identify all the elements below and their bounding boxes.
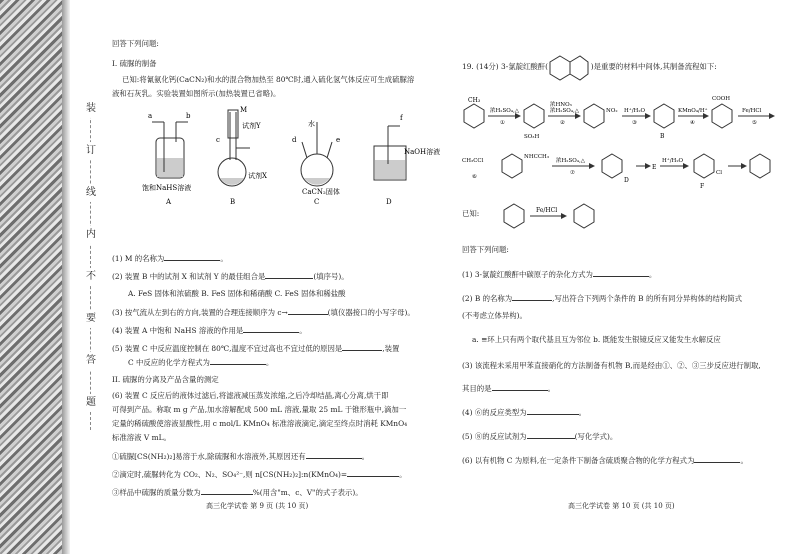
- label-nahs: 饱和NaHS溶液: [142, 184, 192, 192]
- known-label: 已知:: [462, 209, 480, 218]
- answer-prompt: 回答下列问题:: [462, 245, 509, 254]
- reagent-1: 浓H₂SO₄,△: [490, 108, 519, 114]
- question-6: 定量的稀硫酸使溶液显酸性,用 c mol/L KMnO₄ 标准溶液滴定,滴定至终点时消耗 KMnO₄: [112, 419, 408, 428]
- question-19: 19. (14分) 3-氯靛红酸酐( )是重要的材料中间体,其制备流程如下:: [462, 52, 717, 82]
- apparatus-b: [216, 106, 267, 186]
- question-19-5: (5) ⑧的反应试剂为 (写化学式)。: [462, 432, 618, 441]
- answer-blank: [210, 356, 266, 365]
- apparatus-a: [148, 112, 191, 178]
- step-3: ③: [632, 120, 637, 126]
- reagent-3: H⁺/H₂O: [624, 108, 646, 114]
- answer-blank: [492, 382, 548, 391]
- answer-blank: [694, 454, 740, 463]
- reagent-5: Fe/HCl: [742, 108, 762, 114]
- question-19-6: (6) 以有机物 C 为原料,在一定条件下制备含硫质聚合物的化学方程式为 。: [462, 456, 748, 465]
- answer-blank: [527, 430, 575, 439]
- question-2-options: A. FeS 固体和浓硫酸 B. FeS 固体和稀硝酸 C. FeS 固体和稀盐酸: [128, 289, 346, 298]
- answer-blank: [288, 306, 328, 315]
- answer-blank: [347, 468, 399, 477]
- question-6-2: ②滴定时,硫脲转化为 CO₂、N₂、SO₄²⁻,则 n[CS(NH₂)₂]:n(KMnO₄)= 。: [112, 470, 407, 479]
- binding-margin: [0, 0, 62, 554]
- binding-edge: [62, 0, 70, 554]
- seal-char: 装: [82, 100, 100, 118]
- seal-char: 订: [82, 142, 100, 160]
- question-2: (2) 装置 B 中的试剂 X 和试剂 Y 的最佳组合是 (填序号)。: [112, 272, 349, 281]
- section-title: I. 硫脲的制备: [112, 59, 157, 68]
- step-6: ⑥: [472, 174, 477, 180]
- compound-d-label: D: [624, 177, 629, 184]
- seal-char: 题: [82, 394, 100, 412]
- question-5-cont: C 中反应的化学方程式为 。: [128, 358, 274, 367]
- question-3: (3) 按气流从左到右的方向,装置的合理连接顺序为 c→ (填仪器接口的小写字母)。: [112, 308, 415, 317]
- compound-b-label: B: [660, 133, 665, 140]
- question-1: (1) M 的名称为 。: [112, 254, 228, 263]
- reagent-2b: 浓H₂SO₄,△: [550, 108, 579, 114]
- page-footer: 高三化学试卷 第 10 页 (共 10 页): [568, 502, 675, 510]
- step-2: ②: [560, 120, 565, 126]
- route-row-2: [462, 154, 770, 190]
- reagent-8: CH₃CCl: [462, 158, 484, 164]
- step-4: ④: [690, 120, 695, 126]
- compound-f-label: F: [700, 183, 705, 190]
- label-reagent-x: 试剂X: [248, 172, 267, 180]
- label-m: M: [240, 106, 248, 114]
- caption-b: B: [230, 198, 236, 206]
- seal-char: 内: [82, 226, 100, 244]
- section-title: II. 硫脲的分离及产品含量的测定: [112, 375, 219, 384]
- question-19-3-cont: 其目的是 。: [462, 384, 555, 393]
- port-f-label: f: [400, 114, 403, 122]
- question-19-2: (2) B 的名称为 ,写出符合下列两个条件的 B 的所有同分异构体的结构简式: [462, 294, 743, 303]
- answer-blank: [342, 342, 382, 351]
- answer-blank: [306, 450, 362, 459]
- route-row-1: [464, 96, 774, 140]
- step-1: ①: [500, 120, 505, 126]
- seal-char: 答: [82, 352, 100, 370]
- known-text: 液和石灰乳。实验装置如图所示(加热装置已省略)。: [112, 89, 281, 98]
- answer-blank: [265, 270, 313, 279]
- caption-c: C: [314, 198, 320, 206]
- seal-line: [80, 100, 102, 430]
- group-ch3: CH₃: [468, 97, 481, 104]
- seal-char: 不: [82, 268, 100, 286]
- question-19-1: (1) 3-氯靛红酸酐中碳原子的杂化方式为 。: [462, 270, 657, 279]
- label-water: 水: [308, 120, 315, 128]
- answer-blank: [164, 252, 220, 261]
- group-cl: Cl: [716, 170, 722, 176]
- reagent-7: H⁺/H₂O: [662, 158, 684, 164]
- answer-blank: [201, 486, 253, 495]
- label-reagent-y: 试剂Y: [242, 122, 261, 130]
- step-7: ⑦: [570, 170, 575, 176]
- question-6: (6) 装置 C 反应后的液体过滤后,将滤液减压蒸发浓缩,之后冷却结晶,离心分离,烘干即: [112, 391, 389, 400]
- port-a-label: a: [148, 112, 153, 120]
- group-no2: NO₂: [606, 108, 618, 114]
- question-6-1: ①硫脲[CS(NH₂)₂]易溶于水,除硫脲和水溶液外,其原因还有 。: [112, 452, 370, 461]
- answer-blank: [512, 292, 552, 301]
- target-molecule-structure: [550, 52, 588, 82]
- reagent-2: 浓HNO₃: [550, 102, 572, 108]
- reagent-4: KMnO₄/H⁺: [678, 108, 708, 114]
- label-naoh: NaOH溶液: [404, 148, 441, 156]
- label-cacn2: CaCN₂固体: [302, 188, 340, 196]
- compound-e-label: E: [652, 164, 657, 171]
- port-e-label: e: [336, 136, 341, 144]
- apparatus-c: [292, 119, 340, 186]
- group-nhcoch3: NHCCH₃: [524, 154, 550, 160]
- apparatus-diagram: [142, 102, 441, 206]
- known-text: 已知:将氰氨化钙(CaCN₂)和水的混合物加热至 80℃时,通入硫化氢气体反应可生成硫脲溶: [122, 75, 415, 84]
- answer-blank: [593, 268, 649, 277]
- port-d-label: d: [292, 136, 297, 144]
- answer-blank: [527, 406, 579, 415]
- question-6: 可得到产品。称取 m g 产品,加水溶解配成 500 mL 溶液,量取 25 mL 于锥形瓶中,滴加一: [112, 405, 407, 414]
- answer-blank: [243, 324, 299, 333]
- synthesis-route-diagram: [462, 92, 784, 192]
- port-b-label: b: [186, 112, 191, 120]
- question-4: (4) 装置 A 中饱和 NaHS 溶液的作用是 。: [112, 326, 307, 335]
- apparatus-d: [374, 114, 440, 180]
- question-19-2-cont: (不考虑立体异构)。: [462, 311, 527, 320]
- question-19-3: (3) 该流程未采用甲苯直接硝化的方法制备有机物 B,而是经由①、②、③三步反应进行制取,: [462, 361, 761, 370]
- seal-char: 线: [82, 184, 100, 202]
- seal-char: 要: [82, 310, 100, 328]
- group-cooh: COOH: [712, 96, 731, 102]
- known-reaction: [502, 198, 622, 228]
- group-so3h: SO₃H: [524, 134, 540, 140]
- known-reagent: Fe/HCl: [536, 207, 558, 214]
- answer-prompt: 回答下列问题:: [112, 39, 159, 48]
- question-5: (5) 装置 C 中反应温度控制在 80℃,温度不宜过高也不宜过低的原因是 ,装置: [112, 344, 400, 353]
- question-6: 标准溶液 V mL。: [112, 433, 171, 442]
- question-19-4: (4) ⑥的反应类型为 。: [462, 408, 586, 417]
- step-5: ⑤: [752, 120, 757, 126]
- page-footer: 高三化学试卷 第 9 页 (共 10 页): [206, 502, 309, 510]
- caption-d: D: [386, 198, 392, 206]
- reagent-6: 浓H₂SO₄,△: [556, 158, 585, 164]
- port-c-label: c: [216, 136, 220, 144]
- caption-a: A: [166, 198, 172, 206]
- question-19-2-conditions: a. ≡环上只有两个取代基且互为邻位 b. 既能发生银镜反应又能发生水解反应: [472, 335, 721, 344]
- question-6-3: ③样品中硫脲的质量分数为 %(用含"m、c、V"的式子表示)。: [112, 488, 363, 497]
